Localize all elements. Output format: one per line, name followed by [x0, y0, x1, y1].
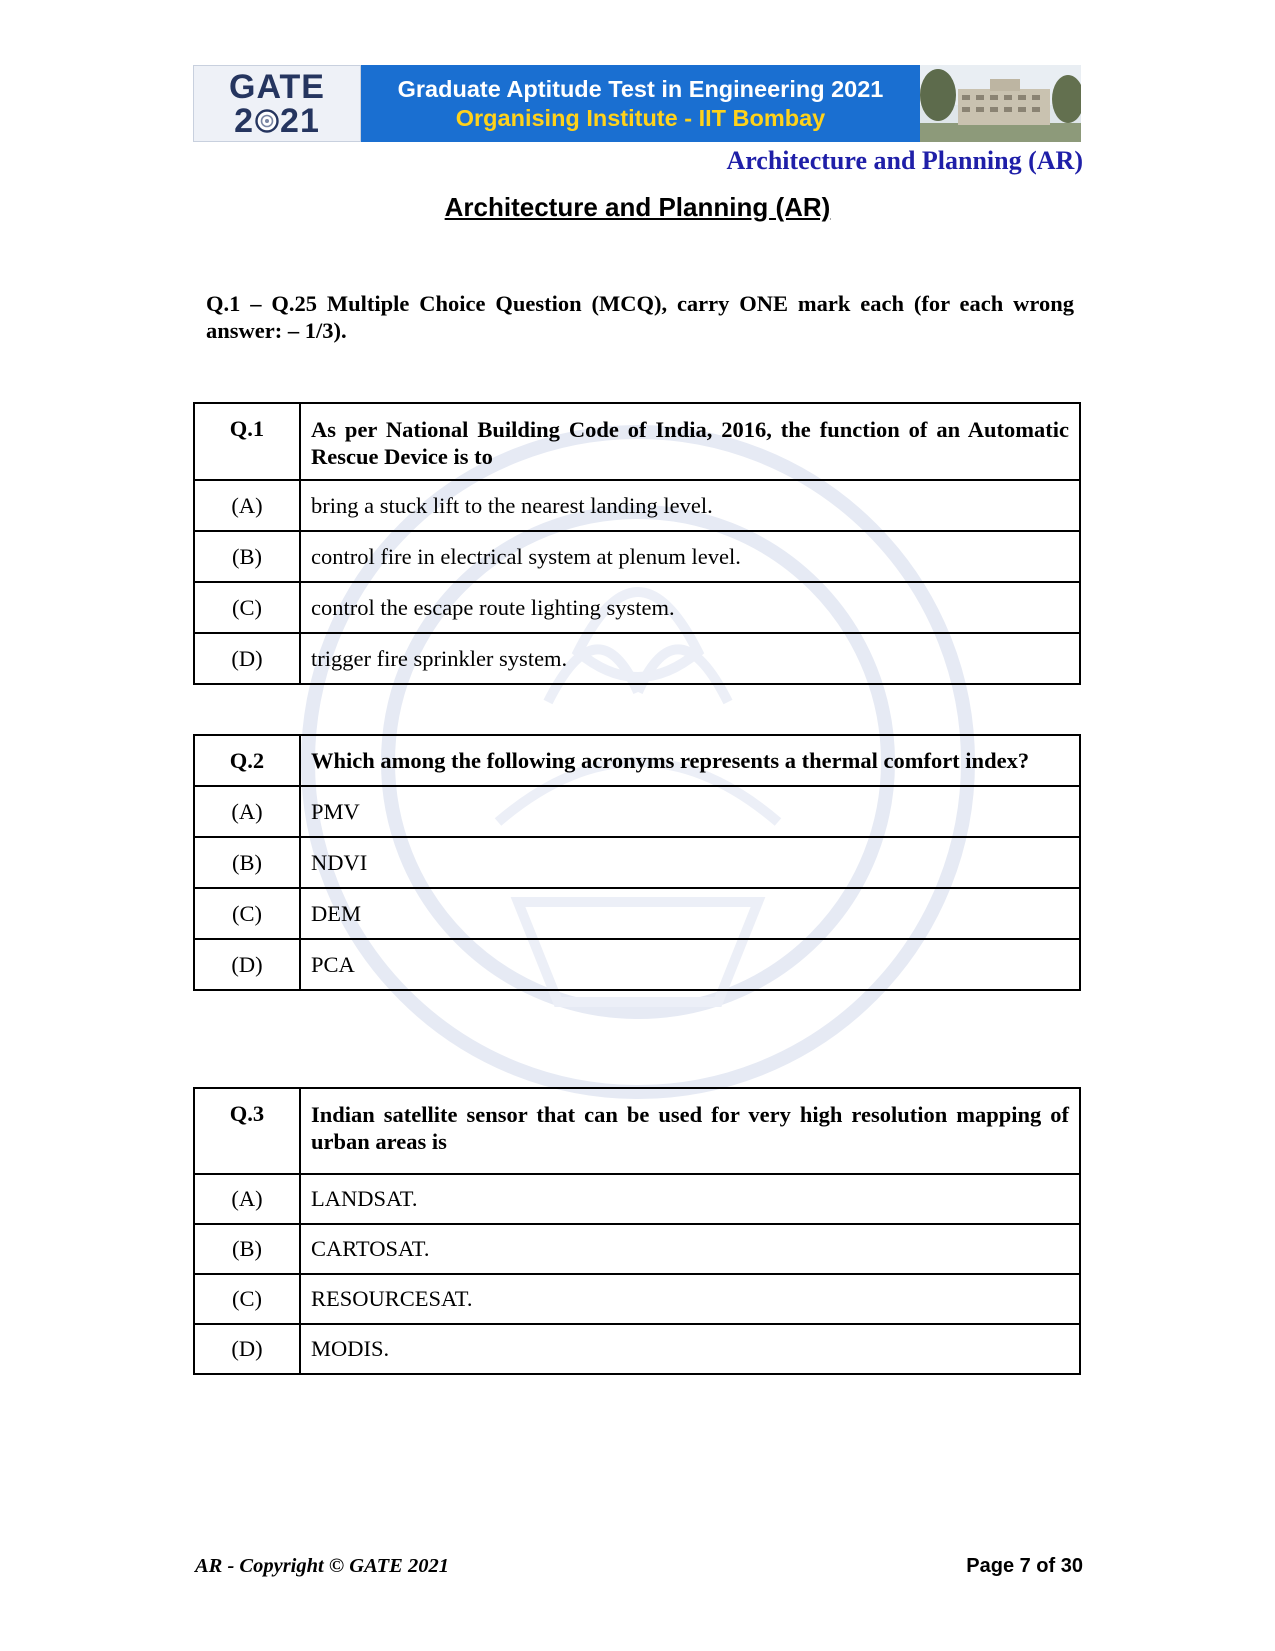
question-text: Which among the following acronyms represents a thermal comfort index? [300, 735, 1080, 786]
logo-year-left: 2 [234, 101, 255, 140]
option-label: (D) [194, 633, 300, 684]
option-text: control fire in electrical system at plenum level. [300, 531, 1080, 582]
option-label: (C) [194, 1274, 300, 1324]
question-text: Indian satellite sensor that can be used for very high resolution mapping of urban areas is [300, 1088, 1080, 1174]
option-row [194, 939, 1080, 990]
page-total: of 30 [1030, 1555, 1083, 1577]
option-text: LANDSAT. [300, 1174, 1080, 1224]
option-row [194, 1324, 1080, 1374]
option-text: bring a stuck lift to the nearest landing level. [300, 480, 1080, 531]
option-label: (D) [194, 939, 300, 990]
option-row [194, 1224, 1080, 1274]
option-label: (D) [194, 1324, 300, 1374]
option-label: (B) [194, 531, 300, 582]
option-text: control the escape route lighting system. [300, 582, 1080, 633]
header-banner [193, 65, 1081, 142]
option-row [194, 888, 1080, 939]
question-table-q1 [193, 402, 1081, 685]
seal-icon [255, 109, 279, 133]
option-text: NDVI [300, 837, 1080, 888]
option-text: RESOURCESAT. [300, 1274, 1080, 1324]
option-text: trigger fire sprinkler system. [300, 633, 1080, 684]
option-label: (C) [194, 582, 300, 633]
footer-copyright: AR - Copyright © GATE 2021 [195, 1555, 449, 1577]
gate-logo [193, 65, 361, 142]
option-text: PMV [300, 786, 1080, 837]
option-text: MODIS. [300, 1324, 1080, 1374]
option-row [194, 1174, 1080, 1224]
banner-subtitle: Organising Institute - IIT Bombay [455, 104, 826, 131]
question-row [194, 735, 1080, 786]
question-table-q2 [193, 734, 1081, 991]
question-table-q3 [193, 1087, 1081, 1375]
page-prefix: Page [966, 1555, 1020, 1577]
option-row [194, 1274, 1080, 1324]
question-number: Q.2 [194, 735, 300, 786]
option-label: (A) [194, 480, 300, 531]
option-text: PCA [300, 939, 1080, 990]
option-label: (B) [194, 837, 300, 888]
question-row [194, 1088, 1080, 1174]
option-row [194, 480, 1080, 531]
option-row [194, 582, 1080, 633]
banner-title: Graduate Aptitude Test in Engineering 2021 [397, 76, 884, 103]
option-row [194, 837, 1080, 888]
campus-photo-icon [920, 65, 1081, 142]
option-text: DEM [300, 888, 1080, 939]
question-number: Q.1 [194, 403, 300, 480]
option-label: (A) [194, 786, 300, 837]
question-text: As per National Building Code of India, 2016, the function of an Automatic Rescue Device is to [300, 403, 1080, 480]
option-label: (A) [194, 1174, 300, 1224]
subject-header: Architecture and Planning (AR) [726, 146, 1083, 175]
option-label: (B) [194, 1224, 300, 1274]
logo-year-right: 21 [280, 101, 320, 140]
option-text: CARTOSAT. [300, 1224, 1080, 1274]
instructions: Q.1 – Q.25 Multiple Choice Question (MCQ), carry ONE mark each (for each wrong answer: – 1/3). [206, 291, 1074, 343]
option-row [194, 531, 1080, 582]
footer-page-number [966, 1555, 1083, 1578]
option-row [194, 786, 1080, 837]
logo-text-gate: GATE [229, 67, 325, 106]
banner-title-box [361, 65, 920, 142]
question-number: Q.3 [194, 1088, 300, 1174]
option-label: (C) [194, 888, 300, 939]
question-row [194, 403, 1080, 480]
section-title: Architecture and Planning (AR) [444, 192, 831, 222]
logo-year [234, 101, 320, 140]
option-row [194, 633, 1080, 684]
page-current: 7 [1019, 1555, 1031, 1577]
